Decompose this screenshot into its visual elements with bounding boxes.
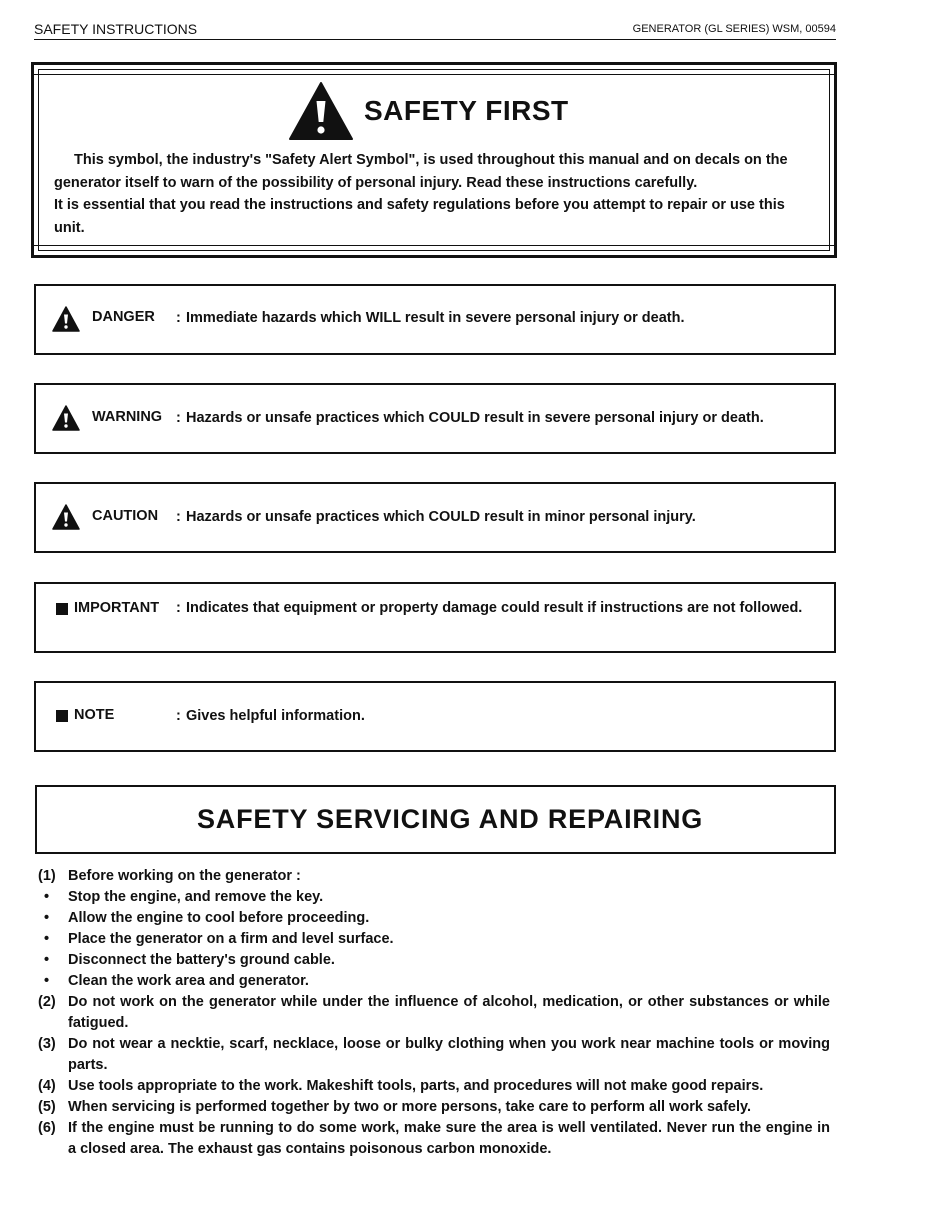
list-item: (2) Do not work on the generator while under the influence of alcohol, medication, or other substances or while fatigued. [38, 994, 830, 1031]
signal-word: WARNING [92, 409, 163, 425]
list-item: (1) Before working on the generator : [38, 868, 301, 884]
servicing-title-box [35, 785, 836, 854]
safety-alert-icon [52, 405, 80, 431]
list-item: (3) Do not wear a necktie, scarf, necklace, loose or bulky clothing when you work near machine tools or moving parts. [38, 1036, 830, 1073]
caution-box [34, 482, 836, 553]
list-item: • Clean the work area and generator. [44, 973, 309, 989]
document-code: GENERATOR (GL SERIES) WSM, 00594 [632, 23, 836, 35]
signal-word: DANGER [92, 309, 155, 325]
servicing-title: SAFETY SERVICING AND REPAIRING [197, 804, 704, 834]
safety-first-box [31, 62, 837, 258]
safety-alert-icon [288, 81, 354, 141]
safety-first-paragraph: It is essential that you read the instructions and safety regulations before you attempt to repair or use this unit. [54, 197, 785, 236]
list-item: • Disconnect the battery's ground cable. [44, 952, 335, 968]
list-item: (6) If the engine must be running to do some work, make sure the area is well ventilated. Never run the engine in a closed area. The exhaust gas contains poisonous carbon monoxide. [38, 1120, 830, 1157]
safety-first-title: SAFETY FIRST [364, 95, 569, 126]
signal-description: : Indicates that equipment or property damage could result if instructions are not followed. [176, 600, 803, 616]
safety-alert-icon [52, 306, 80, 332]
signal-description: : Gives helpful information. [176, 708, 365, 724]
safety-alert-icon [52, 504, 80, 530]
danger-box [34, 284, 836, 355]
important-box [34, 582, 836, 653]
black-square-icon [56, 710, 68, 722]
list-item: • Stop the engine, and remove the key. [44, 889, 324, 905]
black-square-icon [56, 603, 68, 615]
signal-description: : Immediate hazards which WILL result in severe personal injury or death. [176, 310, 685, 326]
safety-first-paragraph: This symbol, the industry's "Safety Alert Symbol", is used throughout this manual and on decals on the generator itself to warn of the possibility of personal injury. Read these instructions carefully. [54, 152, 788, 191]
safety-first-text [54, 149, 812, 239]
signal-description: : Hazards or unsafe practices which COULD result in minor personal injury. [176, 509, 696, 525]
section-title: SAFETY INSTRUCTIONS [34, 21, 198, 37]
note-box [34, 681, 836, 752]
list-item: (4) Use tools appropriate to the work. Makeshift tools, parts, and procedures will not make good repairs. [38, 1078, 764, 1094]
list-item: • Place the generator on a firm and level surface. [44, 931, 394, 947]
page-header [34, 20, 836, 40]
signal-word: NOTE [74, 707, 115, 723]
servicing-list [38, 866, 830, 1160]
warning-box [34, 383, 836, 454]
list-item: (5) When servicing is performed together by two or more persons, take care to perform all work safely. [38, 1099, 752, 1115]
signal-word: IMPORTANT [74, 600, 160, 616]
signal-word: CAUTION [92, 508, 159, 524]
list-item: • Allow the engine to cool before proceeding. [44, 910, 370, 926]
signal-description: : Hazards or unsafe practices which COULD result in severe personal injury or death. [176, 410, 764, 426]
